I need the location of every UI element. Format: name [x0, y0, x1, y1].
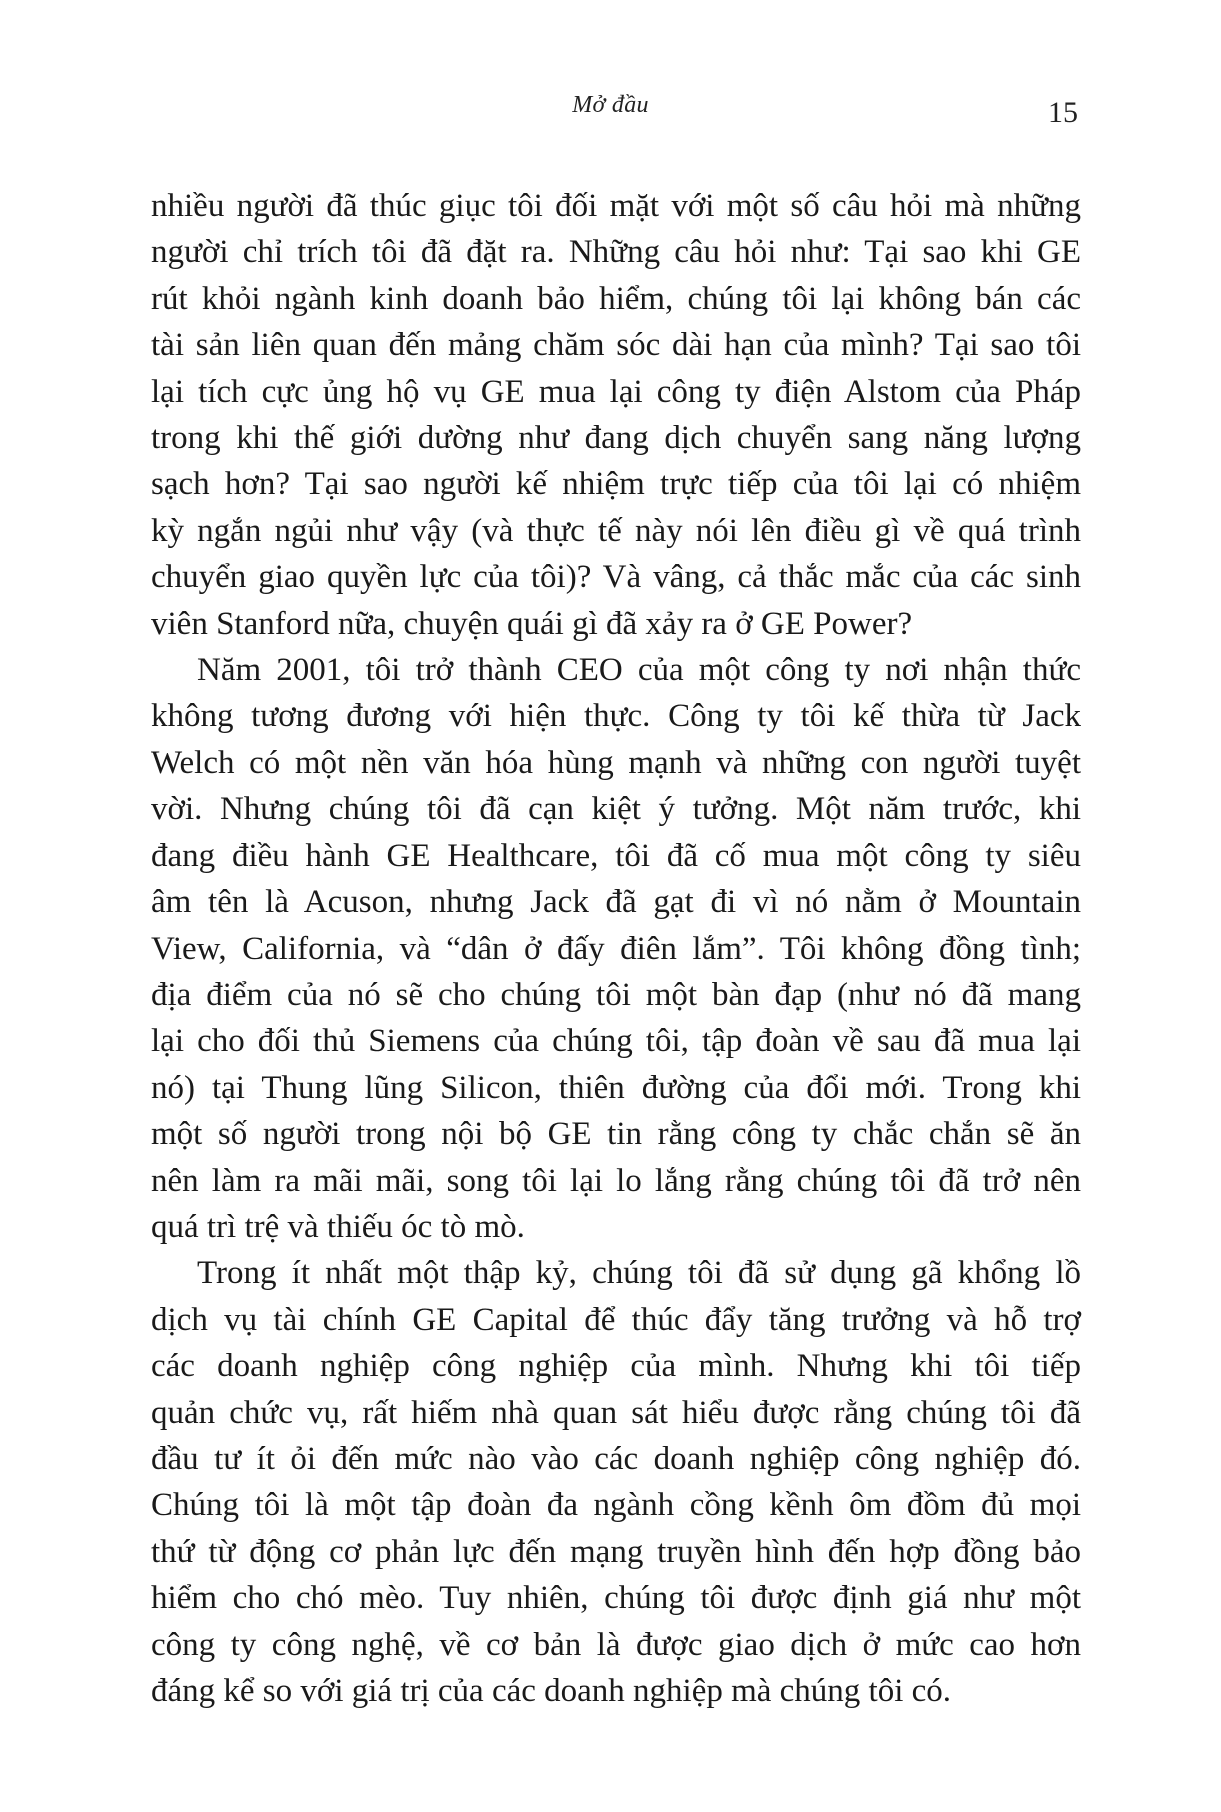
text-line: hiểm cho chó mèo. Tuy nhiên, chúng tôi được định giá như một [151, 1580, 1081, 1617]
text-line: Welch có một nền văn hóa hùng mạnh và những con người tuyệt [151, 744, 1081, 781]
text-line: nhiều người đã thúc giục tôi đối mặt với một số câu hỏi mà những [151, 188, 1081, 224]
text-line: quá trì trệ và thiếu óc tò mò. [151, 1208, 525, 1245]
text-line: đang điều hành GE Healthcare, tôi đã cố mua một công ty siêu [151, 837, 1081, 874]
text-line: View, California, và “dân ở đấy điên lắm”. Tôi không đồng tình; [151, 930, 1081, 967]
text-line: Năm 2001, tôi trở thành CEO của một công ty nơi nhận thức [197, 652, 1081, 689]
text-line: không tương đương với hiện thực. Công ty tôi kế thừa từ Jack [151, 698, 1081, 735]
text-line: các doanh nghiệp công nghiệp của mình. Nhưng khi tôi tiếp [151, 1348, 1081, 1385]
text-line: thứ từ động cơ phản lực đến mạng truyền hình đến hợp đồng bảo [151, 1533, 1081, 1570]
text-line: địa điểm của nó sẽ cho chúng tôi một bàn đạp (như nó đã mang [151, 976, 1081, 1013]
text-line: chuyển giao quyền lực của tôi)? Và vâng, cả thắc mắc của các sinh [151, 559, 1081, 596]
text-line: nên làm ra mãi mãi, song tôi lại lo lắng rằng chúng tôi đã trở nên [151, 1162, 1081, 1199]
body-text [151, 183, 1081, 1714]
text-line: Chúng tôi là một tập đoàn đa ngành cồng kềnh ôm đồm đủ mọi [151, 1487, 1081, 1524]
text-line: âm tên là Acuson, nhưng Jack đã gạt đi vì nó nằm ở Mountain [151, 884, 1081, 921]
text-line: lại tích cực ủng hộ vụ GE mua lại công ty điện Alstom của Pháp [151, 373, 1081, 410]
text-line: đầu tư ít ỏi đến mức nào vào các doanh nghiệp công nghiệp đó. [151, 1440, 1081, 1477]
text-line: kỳ ngắn ngủi như vậy (và thực tế này nói lên điều gì về quá trình [151, 512, 1081, 549]
text-line: công ty công nghệ, về cơ bản là được giao dịch ở mức cao hơn [151, 1626, 1081, 1663]
text-line: Trong ít nhất một thập kỷ, chúng tôi đã sử dụng gã khổng lồ [197, 1255, 1081, 1292]
text-line: quản chức vụ, rất hiếm nhà quan sát hiểu được rằng chúng tôi đã [151, 1394, 1081, 1431]
text-line: vời. Nhưng chúng tôi đã cạn kiệt ý tưởng. Một năm trước, khi [151, 791, 1081, 828]
text-line: tài sản liên quan đến mảng chăm sóc dài hạn của mình? Tại sao tôi [151, 327, 1081, 364]
paragraph [151, 183, 1081, 647]
page-number: 15 [1048, 96, 1078, 129]
text-line: rút khỏi ngành kinh doanh bảo hiểm, chúng tôi lại không bán các [151, 280, 1081, 317]
text-line: một số người trong nội bộ GE tin rằng công ty chắc chắn sẽ ăn [151, 1116, 1081, 1153]
text-line: dịch vụ tài chính GE Capital để thúc đẩy tăng trưởng và hỗ trợ [151, 1301, 1081, 1338]
text-line: trong khi thế giới dường như đang dịch chuyển sang năng lượng [151, 420, 1081, 457]
text-line: người chỉ trích tôi đã đặt ra. Những câu hỏi như: Tại sao khi GE [151, 234, 1081, 271]
text-line: lại cho đối thủ Siemens của chúng tôi, tập đoàn về sau đã mua lại [151, 1023, 1081, 1060]
running-head: Mở đầu [572, 92, 649, 118]
text-line: sạch hơn? Tại sao người kế nhiệm trực tiếp của tôi lại có nhiệm [151, 466, 1081, 503]
text-line: đáng kể so với giá trị của các doanh nghiệp mà chúng tôi có. [151, 1673, 952, 1709]
text-line: viên Stanford nữa, chuyện quái gì đã xảy ra ở GE Power? [151, 605, 913, 642]
paragraph [151, 1250, 1081, 1714]
paragraph [151, 647, 1081, 1250]
text-line: nó) tại Thung lũng Silicon, thiên đường của đổi mới. Trong khi [151, 1069, 1081, 1106]
